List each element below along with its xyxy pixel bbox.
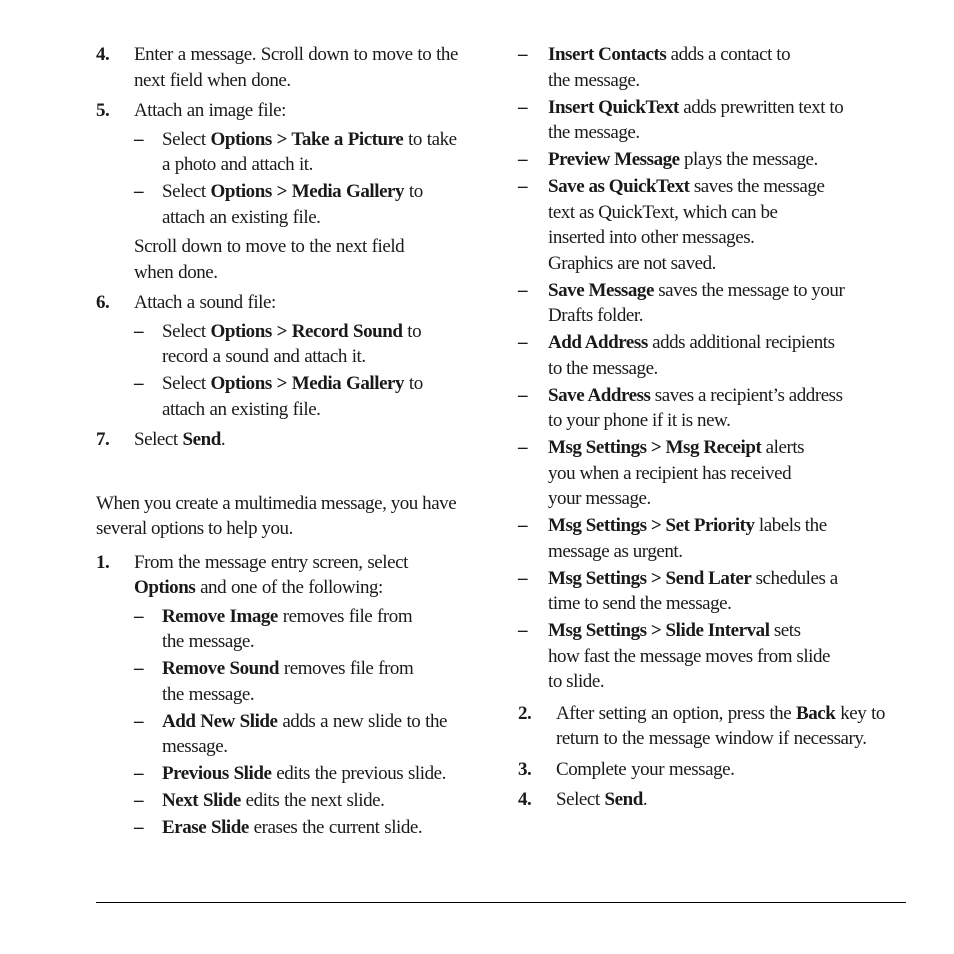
sub-text: attach an existing file. (162, 398, 321, 420)
note-text: Scroll down to move to the next field (134, 236, 405, 257)
option-item-insert-contacts (518, 42, 914, 93)
option-name: Remove Image (162, 605, 278, 627)
sub-text: to (404, 373, 423, 394)
option-name: Save Address (548, 384, 651, 406)
menu-path: Options > Media Gallery (210, 373, 405, 394)
sub-text: to (404, 181, 423, 202)
option-item-save-as-quicktext (518, 174, 914, 276)
step-text: Select (556, 789, 605, 810)
sub-text: record a sound and attach it. (162, 346, 366, 367)
step-text: Enter a message. Scroll down to move to the (134, 44, 458, 65)
option-text: message. (162, 736, 228, 757)
option-text: text as QuickText, which can be (548, 201, 778, 223)
step-4-enter-message (96, 42, 486, 93)
dash-bullet: – (518, 176, 528, 197)
step-text: Attach an image file: (134, 100, 286, 121)
option-item-add-address (518, 330, 914, 381)
dash-bullet: – (518, 620, 528, 641)
option-item-erase-slide (134, 815, 486, 841)
key-name: Back (796, 702, 836, 724)
step-number: 5. (96, 100, 110, 121)
menu-name: Options (134, 577, 196, 598)
option-item-save-address (518, 383, 914, 434)
step-number: 1. (96, 551, 110, 573)
option-item-preview-message (518, 147, 914, 173)
dash-bullet: – (518, 44, 528, 65)
step-number: 6. (96, 292, 110, 313)
sub-text: a photo and attach it. (162, 154, 313, 175)
sub-text: Select (162, 373, 211, 394)
step-text: From the message entry screen, select (134, 551, 408, 573)
option-name: Save as QuickText (548, 176, 690, 197)
step-text: After setting an option, press the (556, 702, 797, 724)
option-text: the message. (548, 69, 640, 91)
left-column (96, 42, 486, 846)
sub-item-record-sound (134, 319, 486, 370)
option-name: Previous Slide (162, 763, 272, 784)
dash-bullet: – (518, 437, 528, 458)
option-item-previous-slide (134, 761, 486, 787)
option-item-msg-settings-slide-interval (518, 618, 914, 695)
dash-bullet: – (518, 279, 528, 301)
option-text: alerts (761, 437, 805, 458)
option-text: you when a recipient has received (548, 462, 792, 484)
intro-text: When you create a multimedia message, you have (96, 492, 457, 514)
step-text: . (220, 429, 226, 450)
dash-bullet: – (134, 181, 144, 202)
step-number: 4. (96, 44, 110, 65)
option-name: Msg Settings > Send Later (548, 567, 752, 589)
option-text: edits the previous slide. (271, 763, 446, 784)
option-item-insert-quicktext (518, 95, 914, 146)
option-text: to your phone if it is new. (548, 410, 731, 431)
option-text: adds a new slide to the (277, 710, 448, 732)
step-text: . (642, 789, 648, 810)
sub-item-media-gallery (134, 371, 486, 422)
option-text: to the message. (548, 357, 658, 379)
step-note (134, 234, 486, 285)
sub-text: Select (162, 181, 211, 202)
step-6-attach-sound (96, 290, 486, 422)
dash-bullet: – (518, 567, 528, 589)
option-text: removes file from (277, 605, 413, 627)
option-name: Preview Message (548, 149, 680, 170)
option-text: erases the current slide. (248, 817, 423, 838)
dash-bullet: – (134, 790, 144, 811)
step-4-select-send (518, 787, 914, 813)
step-number: 3. (518, 758, 532, 780)
step-text: Complete your message. (556, 758, 735, 780)
menu-path: Options > Media Gallery (210, 181, 405, 202)
sub-text: Select (162, 320, 211, 342)
dash-bullet: – (518, 149, 528, 170)
option-name: Next Slide (162, 790, 241, 811)
option-item-save-message (518, 278, 914, 329)
step-7-select-send (96, 427, 486, 453)
sub-text: Select (162, 128, 211, 150)
sub-text: to (402, 320, 422, 342)
option-text: saves the message (689, 176, 825, 197)
option-item-remove-sound (134, 656, 486, 707)
step-text: return to the message window if necessary. (556, 728, 867, 749)
sub-item-media-gallery (134, 179, 486, 230)
step-text: next field when done. (134, 69, 291, 91)
key-name: Send (604, 789, 643, 810)
step-text: and one of the following: (195, 577, 383, 598)
option-text: time to send the message. (548, 593, 732, 614)
dash-bullet: – (134, 128, 144, 150)
option-text: adds a contact to (666, 44, 791, 65)
sub-item-take-picture (134, 127, 486, 178)
dash-bullet: – (134, 605, 144, 627)
option-text: plays the message. (679, 149, 818, 170)
step-3-complete-message (518, 757, 914, 783)
option-name: Add Address (548, 332, 648, 353)
menu-path: Options > Record Sound (210, 320, 403, 342)
option-name: Insert QuickText (548, 96, 679, 118)
option-text: the message. (548, 122, 640, 143)
step-text: Select (134, 429, 183, 450)
dash-bullet: – (518, 515, 528, 536)
option-text: Graphics are not saved. (548, 252, 716, 274)
footer-rule (96, 902, 906, 903)
option-text: Drafts folder. (548, 305, 643, 326)
option-name: Save Message (548, 279, 654, 301)
intro-text: several options to help you. (96, 518, 293, 539)
option-name: Msg Settings > Slide Interval (548, 620, 770, 641)
dash-bullet: – (518, 332, 528, 353)
option-name: Msg Settings > Set Priority (548, 515, 755, 536)
menu-path: Options > Take a Picture (210, 128, 404, 150)
dash-bullet: – (518, 384, 528, 406)
option-item-remove-image (134, 604, 486, 655)
option-name: Remove Sound (162, 658, 280, 679)
option-item-next-slide (134, 788, 486, 814)
option-text: schedules a (751, 567, 838, 589)
dash-bullet: – (134, 373, 144, 394)
option-item-msg-settings-msg-receipt (518, 435, 914, 512)
dash-bullet: – (134, 817, 144, 838)
dash-bullet: – (134, 763, 144, 784)
step-text: key to (835, 702, 885, 724)
dash-bullet: – (134, 320, 144, 342)
option-text: your message. (548, 488, 651, 509)
option-text: adds additional recipients (647, 332, 835, 353)
dash-bullet: – (134, 710, 144, 732)
option-text: saves the message to your (653, 279, 845, 301)
step-text: Attach a sound file: (134, 292, 276, 313)
option-text: to slide. (548, 671, 605, 692)
right-column (518, 42, 914, 818)
dash-bullet: – (518, 96, 528, 118)
step-5-attach-image (96, 98, 486, 285)
intro-paragraph (96, 491, 486, 542)
sub-text: to take (403, 128, 457, 150)
option-item-add-new-slide (134, 709, 486, 760)
step-number: 4. (518, 789, 532, 810)
sub-text: attach an existing file. (162, 206, 321, 228)
option-text: edits the next slide. (240, 790, 385, 811)
option-name: Erase Slide (162, 817, 249, 838)
option-text: saves a recipient’s address (650, 384, 843, 406)
option-text: sets (769, 620, 801, 641)
option-name: Add New Slide (162, 710, 278, 732)
option-item-msg-settings-send-later (518, 566, 914, 617)
option-text: removes file from (279, 658, 414, 679)
step-number: 7. (96, 429, 110, 450)
option-text: adds prewritten text to (678, 96, 844, 118)
option-text: message as urgent. (548, 540, 683, 562)
option-item-msg-settings-set-priority (518, 513, 914, 564)
step-1-options (96, 550, 486, 841)
option-text: inserted into other messages. (548, 227, 755, 248)
option-text: the message. (162, 683, 255, 705)
dash-bullet: – (134, 658, 144, 679)
option-text: the message. (162, 631, 255, 652)
option-name: Msg Settings > Msg Receipt (548, 437, 762, 458)
key-name: Send (182, 429, 221, 450)
option-name: Insert Contacts (548, 44, 667, 65)
option-text: labels the (754, 515, 827, 536)
step-2-press-back (518, 701, 914, 752)
note-text: when done. (134, 261, 218, 283)
option-text: how fast the message moves from slide (548, 645, 831, 667)
step-number: 2. (518, 702, 532, 724)
